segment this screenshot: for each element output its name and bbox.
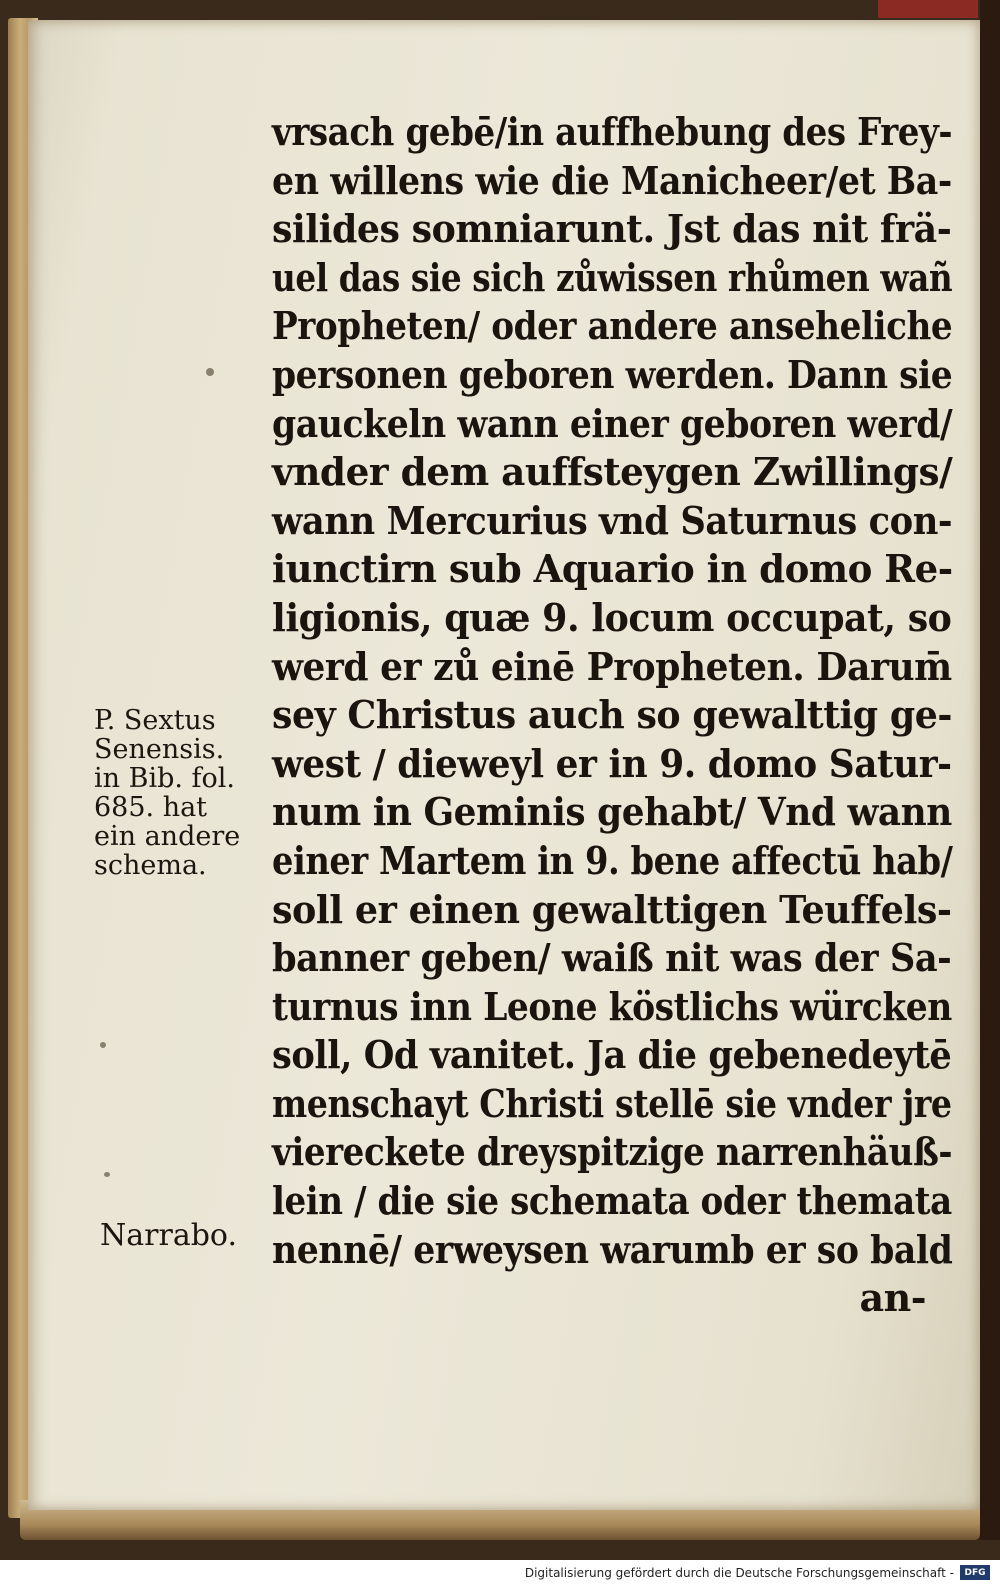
- text-line: sey Christus auch so gewalttig ge-: [272, 692, 952, 738]
- marginal-narrabo: Narrabo.: [100, 1218, 237, 1253]
- marginal-note-line: 685. hat: [94, 792, 208, 823]
- main-text-block: [272, 108, 962, 1323]
- ink-spot: [206, 368, 214, 376]
- text-line: banner geben/ waiß nit was der Sa-: [272, 935, 952, 981]
- marginal-note-line: schema.: [94, 850, 207, 881]
- text-line: num in Geminis gehabt/ Vnd wann: [272, 789, 952, 835]
- footer-credit: Digitalisierung gefördert durch die Deutsche Forschungsgemeinschaft -: [524, 1566, 954, 1580]
- ink-spot: [100, 1042, 106, 1048]
- text-line: werd er zů einē Propheten. Darum̄: [272, 643, 952, 689]
- marginal-note: [94, 706, 266, 880]
- text-line: west / dieweyl er in 9. domo Satur-: [272, 740, 952, 786]
- text-line: vierecketе dreyspitzige narrenhäuß-: [272, 1129, 953, 1175]
- text-line: iunctirn sub Aquario in domo Re-: [272, 546, 953, 592]
- text-line: gauckeln wann einer geboren werd/: [272, 400, 953, 446]
- marginal-note-line: Senensis.: [94, 734, 225, 765]
- text-line: nennē/ erweysen warumb er so bald: [272, 1226, 953, 1272]
- marginal-note-line: in Bib. fol.: [94, 763, 235, 794]
- binding-shadow: [980, 0, 1000, 1540]
- marginal-note-line: ein andere: [94, 821, 241, 852]
- binding-corner: [878, 0, 978, 18]
- text-line: einer Martem in 9. bene affectū hab/: [272, 837, 953, 883]
- text-line: ligionis, quæ 9. locum occupat, so: [272, 594, 952, 640]
- marginal-note-line: P. Sextus: [94, 705, 216, 736]
- ink-spot: [104, 1172, 110, 1177]
- text-line: Propheten/ oder andere anseheliche: [272, 303, 953, 349]
- text-line: menschayt Christi stellē sie vnder jre: [272, 1080, 952, 1126]
- text-line: personen geboren werden. Dann sie: [272, 351, 953, 397]
- text-line: en willens wie die Manicheer/et Ba-: [272, 157, 952, 203]
- text-line: lein / die sie schemata oder themata: [272, 1178, 952, 1224]
- text-line: turnus inn Leone köstlichs würcken: [272, 983, 952, 1029]
- text-line: wann Mercurius vnd Saturnus con-: [272, 497, 953, 543]
- text-line: soll, Od vanitet. Ja die gebenedeytē: [272, 1032, 952, 1078]
- text-line: uel das sie sich zůwissen rhůmen wañ: [272, 254, 953, 300]
- catchword: an-: [859, 1275, 926, 1321]
- text-line: silides somniarunt. Jst das nit frä-: [272, 206, 952, 252]
- dfg-logo: DFG: [960, 1565, 990, 1580]
- text-line: soll er einen gewalttigen Teuffels-: [272, 886, 952, 932]
- text-line: vnder dem auffsteygen Zwillings/: [272, 449, 953, 495]
- text-line: vrsach gebē/in auffhebung des Frey-: [272, 109, 953, 154]
